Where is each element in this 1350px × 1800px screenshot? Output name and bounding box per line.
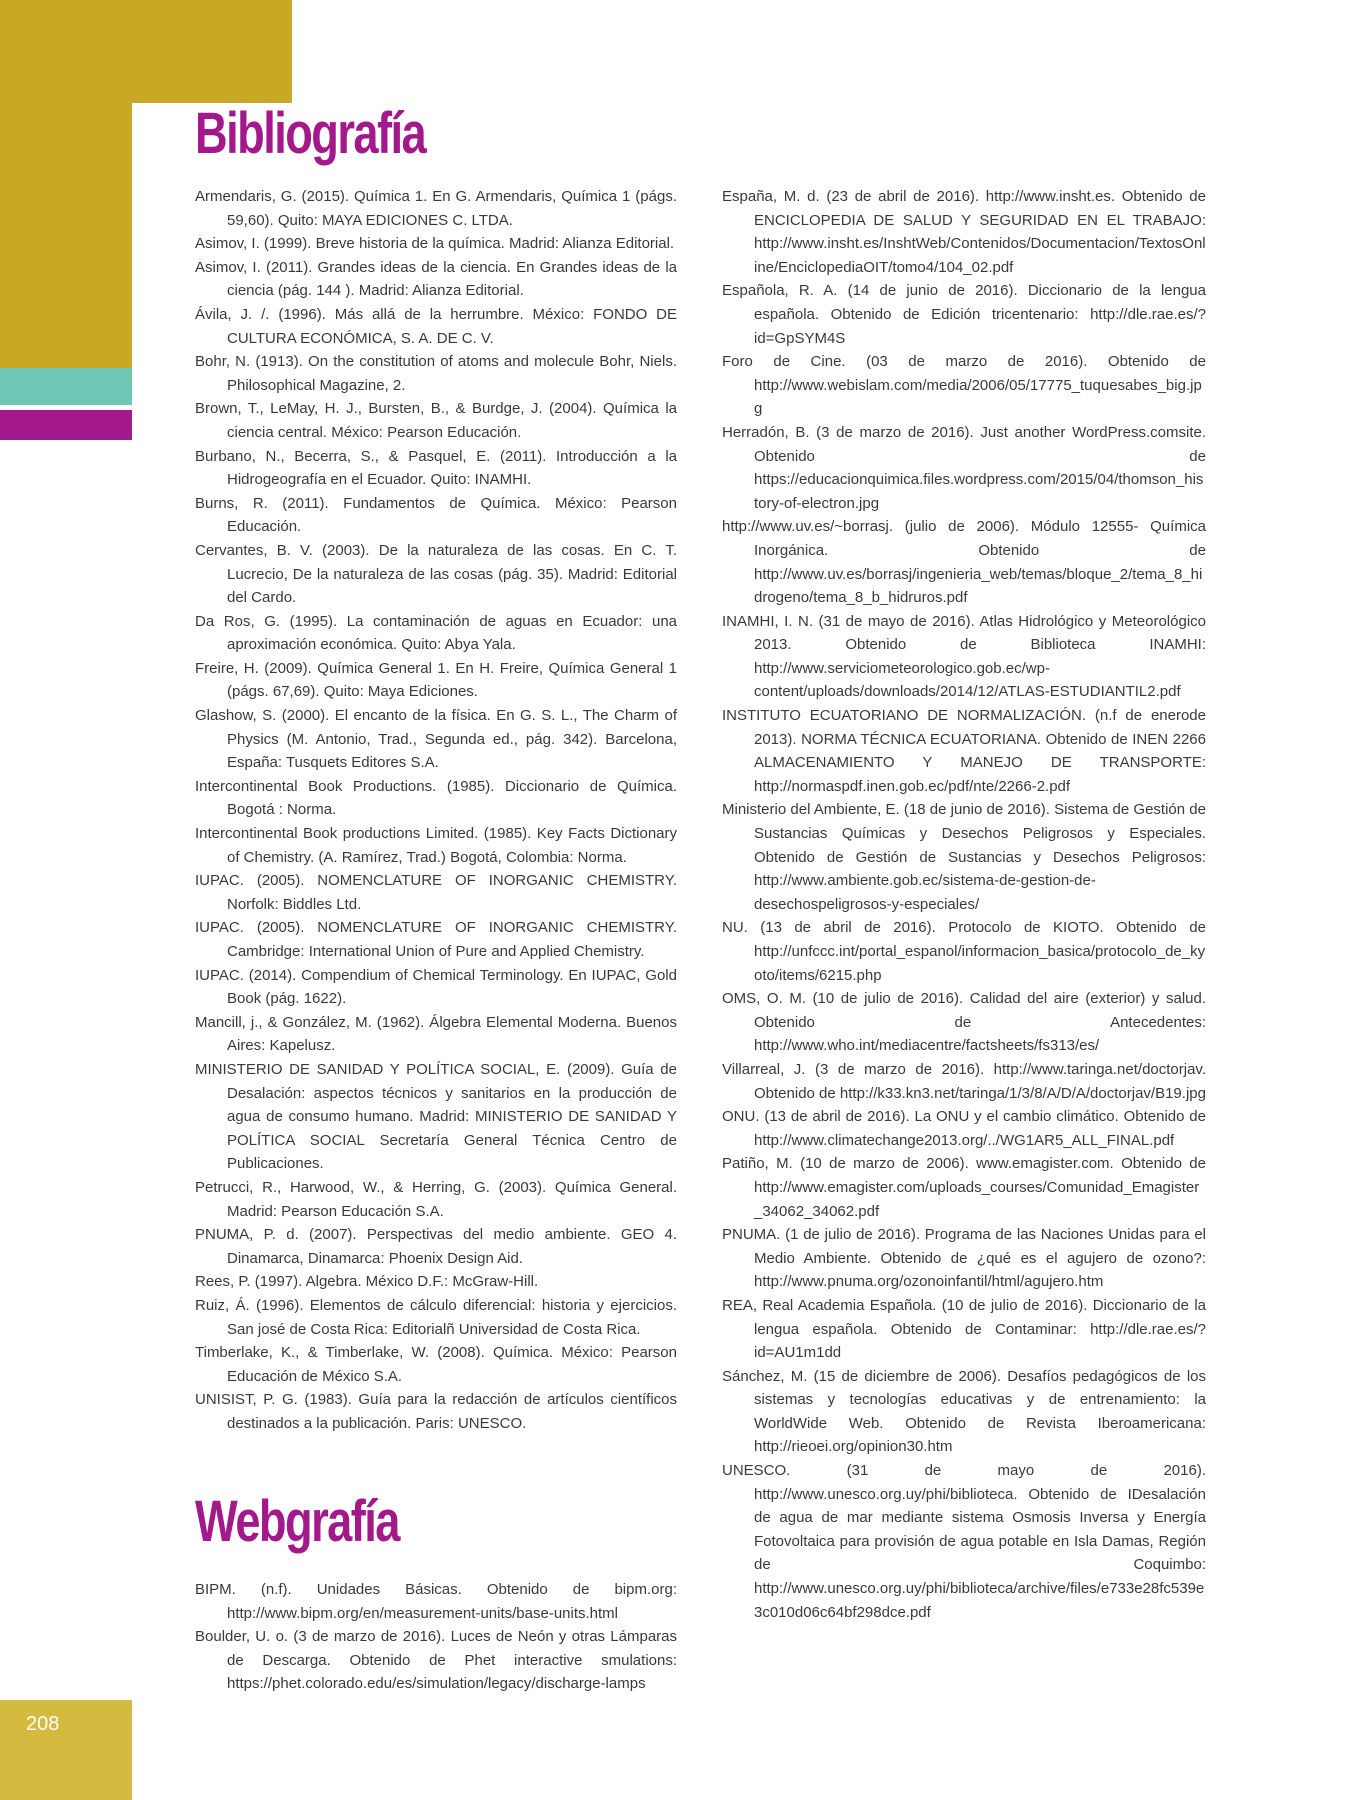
bibliografia-heading: Bibliografía	[195, 101, 426, 166]
bibliografia-entry: Freire, H. (2009). Química General 1. En H. Freire, Química General 1 (págs. 67,69). Quito: Maya Ediciones.	[195, 659, 677, 701]
webgrafia-entry: Herradón, B. (3 de marzo de 2016). Just another WordPress.comsite. Obtenido de https://educacionquimica.files.wordpress.com/2015/04/thomson_history-of-electron.jpg	[722, 423, 1206, 512]
bibliografia-entry: Burns, R. (2011). Fundamentos de Química. México: Pearson Educación.	[195, 494, 677, 536]
bibliografia-entry: Rees, P. (1997). Algebra. México D.F.: McGraw-Hill.	[195, 1273, 539, 1291]
bibliografia-entry: IUPAC. (2005). NOMENCLATURE OF INORGANIC CHEMISTRY. Norfolk: Biddles Ltd.	[195, 872, 677, 913]
bibliografia-entry: Asimov, I. (2011). Grandes ideas de la ciencia. En Grandes ideas de la ciencia (pág. 144 ). Madrid: Alianza Editorial.	[195, 258, 677, 300]
webgrafia-entry: INAMHI, I. N. (31 de mayo de 2016). Atlas Hidrológico y Meteorológico 2013. Obtenido de Biblioteca INAMHI: http://www.serviciometeorologico.gob.ec/wp-content/uploads/downloads/2014/12/ATLAS-ESTUDIANTIL2.pdf	[722, 612, 1206, 701]
webgrafia-entry: Foro de Cine. (03 de marzo de 2016). Obtenido de http://www.webislam.com/media/2006/05/17775_tuquesabes_big.jpg	[722, 353, 1206, 418]
bibliografia-entry: Mancill, j., & González, M. (1962). Álgebra Elemental Moderna. Buenos Aires: Kapelusz.	[195, 1013, 677, 1055]
webgrafia-entry: Boulder, U. o. (3 de marzo de 2016). Luces de Neón y otras Lámparas de Descarga. Obtenido de Phet interactive smulations: https://phet.colorado.edu/es/simulation/legacy/discharge-lamps	[195, 1628, 677, 1693]
decorative-teal-stripe	[0, 368, 132, 405]
bibliografia-entry: Intercontinental Book Productions. (1985). Diccionario de Química. Bogotá : Norma.	[195, 777, 677, 819]
bibliografia-entry: Glashow, S. (2000). El encanto de la física. En G. S. L., The Charm of Physics (M. Antonio, Trad., Segunda ed., pág. 342). Barcelona, España: Tusquets Editores S.A.	[195, 707, 677, 772]
bibliografia-entry: IUPAC. (2014). Compendium of Chemical Terminology. En IUPAC, Gold Book (pág. 1622).	[195, 966, 677, 1008]
bibliografia-entry: Timberlake, K., & Timberlake, W. (2008). Química. México: Pearson Educación de México S.A.	[195, 1344, 677, 1385]
webgrafia-entry: ONU. (13 de abril de 2016). La ONU y el cambio climático. Obtenido de http://www.climatechange2013.org/../WG1AR5_ALL_FINAL.pdf	[722, 1108, 1206, 1149]
decorative-gold-corner	[0, 0, 292, 103]
footer-gold-band	[0, 1700, 132, 1800]
bibliografia-entry: Brown, T., LeMay, H. J., Bursten, B., & Burdge, J. (2004). Química la ciencia central. México: Pearson Educación.	[195, 400, 677, 441]
webgrafia-entry: Ministerio del Ambiente, E. (18 de junio de 2016). Sistema de Gestión de Sustancias Químicas y Desechos Peligrosos y Especiales. Obtenido de Gestión de Sustancias y Desechos Peligrosos: http://www.ambiente.gob.ec/sistema-de-gestion-de-desechospeligrosos-y-especiales/	[722, 801, 1206, 913]
bibliografia-entry: Armendaris, G. (2015). Química 1. En G. Armendaris, Química 1 (págs. 59,60). Quito: MAYA EDICIONES C. LTDA.	[195, 188, 677, 229]
bibliografia-list	[195, 185, 677, 1435]
webgrafia-entry: NU. (13 de abril de 2016). Protocolo de KIOTO. Obtenido de http://unfccc.int/portal_espanol/informacion_basica/protocolo_de_kyoto/items/6215.php	[722, 919, 1206, 984]
decorative-magenta-stripe	[0, 410, 132, 440]
bibliografia-entry: Ávila, J. /. (1996). Más allá de la herrumbre. México: FONDO DE CULTURA ECONÓMICA, S. A. DE C. V.	[195, 305, 677, 347]
bibliografia-entry: Da Ros, G. (1995). La contaminación de aguas en Ecuador: una aproximación económica. Quito: Abya Yala.	[195, 612, 677, 654]
webgrafia-entry: OMS, O. M. (10 de julio de 2016). Calidad del aire (exterior) y salud. Obtenido de Antecedentes: http://www.who.int/mediacentre/factsheets/fs313/es/	[722, 990, 1206, 1055]
webgrafia-list-right	[722, 185, 1206, 1624]
webgrafia-entry: INSTITUTO ECUATORIANO DE NORMALIZACIÓN. (n.f de enerode 2013). NORMA TÉCNICA ECUATORIANA. Obtenido de INEN 2266 ALMACENAMIENTO Y MANEJO DE TRANSPORTE: http://normaspdf.inen.gob.ec/pdf/nte/2266-2.pdf	[722, 707, 1206, 795]
bibliografia-entry: Petrucci, R., Harwood, W., & Herring, G. (2003). Química General. Madrid: Pearson Educación S.A.	[195, 1178, 677, 1220]
webgrafia-entry: España, M. d. (23 de abril de 2016). http://www.insht.es. Obtenido de ENCICLOPEDIA DE SALUD Y SEGURIDAD EN EL TRABAJO: http://www.insht.es/InshtWeb/Contenidos/Documentacion/TextosOnline/EnciclopediaOIT/tomo4/104_02.pdf	[722, 188, 1206, 276]
webgrafia-entry: Sánchez, M. (15 de diciembre de 2006). Desafíos pedagógicos de los sistemas y tecnologías educativas y de entrenamiento: la WorldWide Web. Obtenido de Revista Iberoamericana: http://rieoei.org/opinion30.htm	[722, 1367, 1206, 1456]
webgrafia-list-left	[195, 1578, 677, 1696]
bibliografia-entry: Asimov, I. (1999). Breve historia de la química. Madrid: Alianza Editorial.	[195, 235, 675, 253]
webgrafia-entry: Española, R. A. (14 de junio de 2016). Diccionario de la lengua española. Obtenido de Edición tricentenario: http://dle.rae.es/?id=GpSYM4S	[722, 282, 1206, 347]
decorative-gold-band	[0, 103, 132, 368]
bibliografia-entry: UNISIST, P. G. (1983). Guía para la redacción de artículos científicos destinados a la publicación. Paris: UNESCO.	[195, 1391, 677, 1432]
page-number: 208	[26, 1713, 60, 1735]
bibliografia-entry: MINISTERIO DE SANIDAD Y POLÍTICA SOCIAL, E. (2009). Guía de Desalación: aspectos técnicos y sanitarios en la producción de agua de consumo humano. Madrid: MINISTERIO DE SANIDAD Y POLÍTICA SOCIAL Secretaría General Técnica Centro de Publicaciones.	[195, 1060, 677, 1173]
webgrafia-entry: Villarreal, J. (3 de marzo de 2016). http://www.taringa.net/doctorjav. Obtenido de http://k33.kn3.net/taringa/1/3/8/A/D/A/doctorjav/B19.jpg	[722, 1060, 1206, 1102]
webgrafia-entry: REA, Real Academia Española. (10 de julio de 2016). Diccionario de la lengua española. Obtenido de Contaminar: http://dle.rae.es/?id=AU1m1dd	[722, 1296, 1206, 1362]
webgrafia-entry: http://www.uv.es/~borrasj. (julio de 2006). Módulo 12555- Química Inorgánica. Obtenido de http://www.uv.es/borrasj/ingenieria_web/temas/bloque_2/tema_8_hidrogeno/tema_8_b_hidruros.pdf	[722, 518, 1206, 607]
webgrafia-entry: BIPM. (n.f). Unidades Básicas. Obtenido de bipm.org: http://www.bipm.org/en/measurement-units/base-units.html	[195, 1581, 677, 1622]
webgrafia-entry: Patiño, M. (10 de marzo de 2006). www.emagister.com. Obtenido de http://www.emagister.com/uploads_courses/Comunidad_Emagister_34062_34062.pdf	[722, 1155, 1206, 1220]
bibliografia-entry: PNUMA, P. d. (2007). Perspectivas del medio ambiente. GEO 4. Dinamarca, Dinamarca: Phoenix Design Aid.	[195, 1226, 677, 1267]
bibliografia-entry: Cervantes, B. V. (2003). De la naturaleza de las cosas. En C. T. Lucrecio, De la naturaleza de las cosas (pág. 35). Madrid: Editorial del Cardo.	[195, 541, 677, 607]
bibliografia-entry: Ruiz, Á. (1996). Elementos de cálculo diferencial: historia y ejercicios. San josé de Costa Rica: Editorialñ Universidad de Costa Rica.	[195, 1296, 677, 1338]
bibliografia-entry: Burbano, N., Becerra, S., & Pasquel, E. (2011). Introducción a la Hidrogeografía en el Ecuador. Quito: INAMHI.	[195, 447, 677, 489]
webgrafia-entry: PNUMA. (1 de julio de 2016). Programa de las Naciones Unidas para el Medio Ambiente. Obtenido de ¿qué es el agujero de ozono?: http://www.pnuma.org/ozonoinfantil/html/agujero.htm	[722, 1226, 1206, 1291]
webgrafia-heading: Webgrafía	[195, 1489, 399, 1554]
bibliografia-entry: IUPAC. (2005). NOMENCLATURE OF INORGANIC CHEMISTRY. Cambridge: International Union of Pure and Applied Chemistry.	[195, 919, 677, 960]
webgrafia-entry: UNESCO. (31 de mayo de 2016). http://www.unesco.org.uy/phi/biblioteca. Obtenido de IDesalación de agua de mar mediante sistema Osmosis Inversa y Energía Fotovoltaica para provisión de agua potable en Isla Damas, Región de Coquimbo: http://www.unesco.org.uy/phi/biblioteca/archive/files/e733e28fc539e3c010d06c64bf298dce.pdf	[722, 1462, 1206, 1621]
bibliografia-entry: Bohr, N. (1913). On the constitution of atoms and molecule Bohr, Niels. Philosophical Magazine, 2.	[195, 353, 677, 394]
bibliografia-entry: Intercontinental Book productions Limited. (1985). Key Facts Dictionary of Chemistry. (A. Ramírez, Trad.) Bogotá, Colombia: Norma.	[195, 825, 677, 866]
